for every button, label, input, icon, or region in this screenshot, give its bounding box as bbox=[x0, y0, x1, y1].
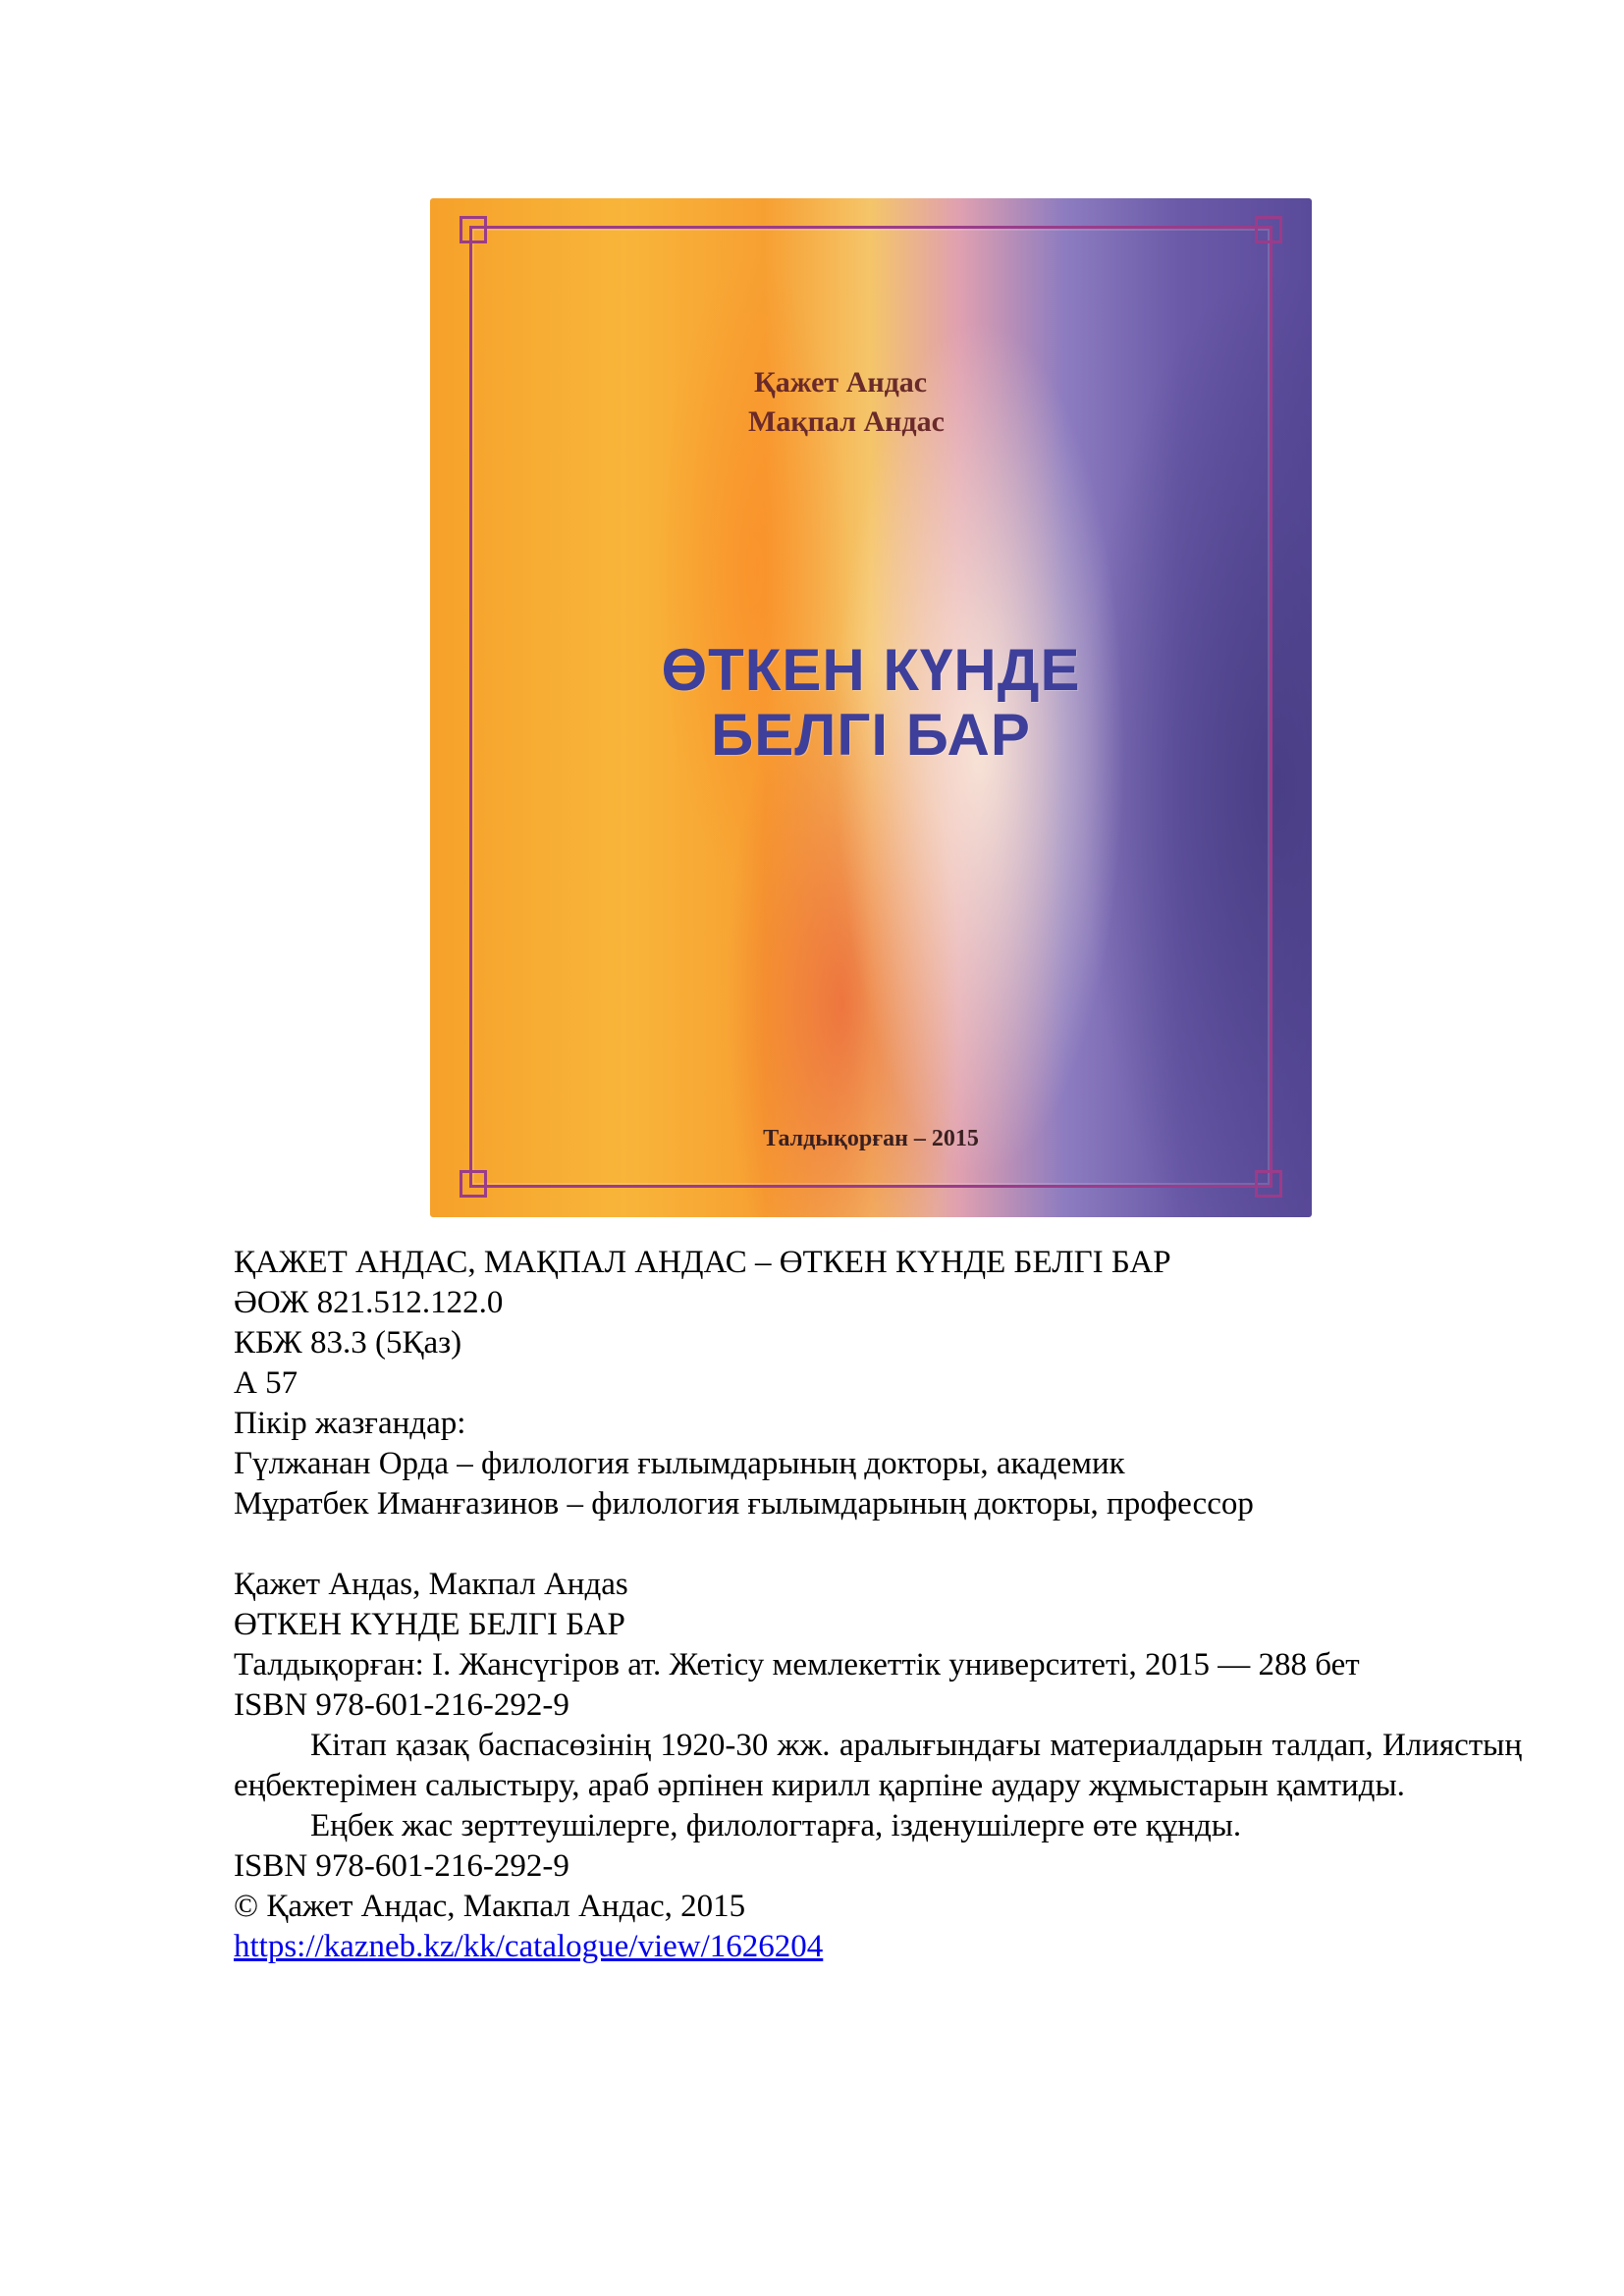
reviewer-1: Гүлжанан Орда – филология ғылымдарының докторы, академик bbox=[234, 1446, 1125, 1481]
publication-info: Талдықорған: І. Жансүгіров ат. Жетісу мемлекеттік университеті, 2015 — 288 бет bbox=[234, 1647, 1360, 1682]
cover-authors bbox=[430, 363, 1312, 442]
cover-place-year: Талдықорған – 2015 bbox=[763, 1126, 979, 1151]
cover-author-1: Қажет Андас bbox=[754, 366, 928, 399]
catalogue-link[interactable]: https://kazneb.kz/kk/catalogue/view/1626204 bbox=[234, 1929, 824, 1964]
cover-corner-ornament bbox=[1255, 1170, 1282, 1198]
udk-code: ӘОЖ 821.512.122.0 bbox=[234, 1285, 504, 1320]
cover-corner-ornament bbox=[460, 216, 487, 243]
cover-author-2: Мақпал Андас bbox=[748, 405, 945, 438]
cover-title bbox=[430, 638, 1312, 768]
bibliographic-record bbox=[234, 1243, 1522, 1967]
cover-title-line-2: БЕЛГІ БАР bbox=[711, 702, 1031, 768]
cover-corner-ornament bbox=[1255, 216, 1282, 243]
author-mark: А 57 bbox=[234, 1365, 298, 1401]
isbn-2: ISBN 978-601-216-292-9 bbox=[234, 1848, 569, 1884]
record-header: ҚАЖЕТ АНДАС, МАҚПАЛ АНДАС – ӨТКЕН КҮНДЕ БЕЛГІ БАР bbox=[234, 1245, 1171, 1280]
isbn-1: ISBN 978-601-216-292-9 bbox=[234, 1687, 569, 1723]
copyright: © Қажет Андас, Макпал Андас, 2015 bbox=[234, 1889, 746, 1924]
reviewer-2: Мұратбек Иманғазинов – филология ғылымдарының докторы, профессор bbox=[234, 1486, 1254, 1522]
book-cover-image bbox=[430, 198, 1312, 1217]
record-authors: Қажет Андаs, Макпал Андаs bbox=[234, 1567, 628, 1602]
annotation-paragraph-1: Кітап қазақ баспасөзінің 1920-30 жж. аралығындағы материалдарын талдап, Илиястың еңбектерімен салыстыру, араб әрпінен кирилл қарпіне аудару жұмыстарын қамтиды. bbox=[234, 1728, 1522, 1803]
cover-title-line-1: ӨТКЕН КҮНДЕ bbox=[661, 637, 1081, 703]
annotation-paragraph-2: Еңбек жас зерттеушілерге, филологтарға, ізденушілерге өте құнды. bbox=[310, 1808, 1242, 1843]
bbk-code: КБЖ 83.3 (5Қаз) bbox=[234, 1325, 462, 1361]
blank-line bbox=[234, 1524, 1522, 1565]
record-title: ӨТКЕН КҮНДЕ БЕЛГІ БАР bbox=[234, 1607, 625, 1642]
reviewers-label: Пікір жазғандар: bbox=[234, 1406, 466, 1441]
cover-corner-ornament bbox=[460, 1170, 487, 1198]
